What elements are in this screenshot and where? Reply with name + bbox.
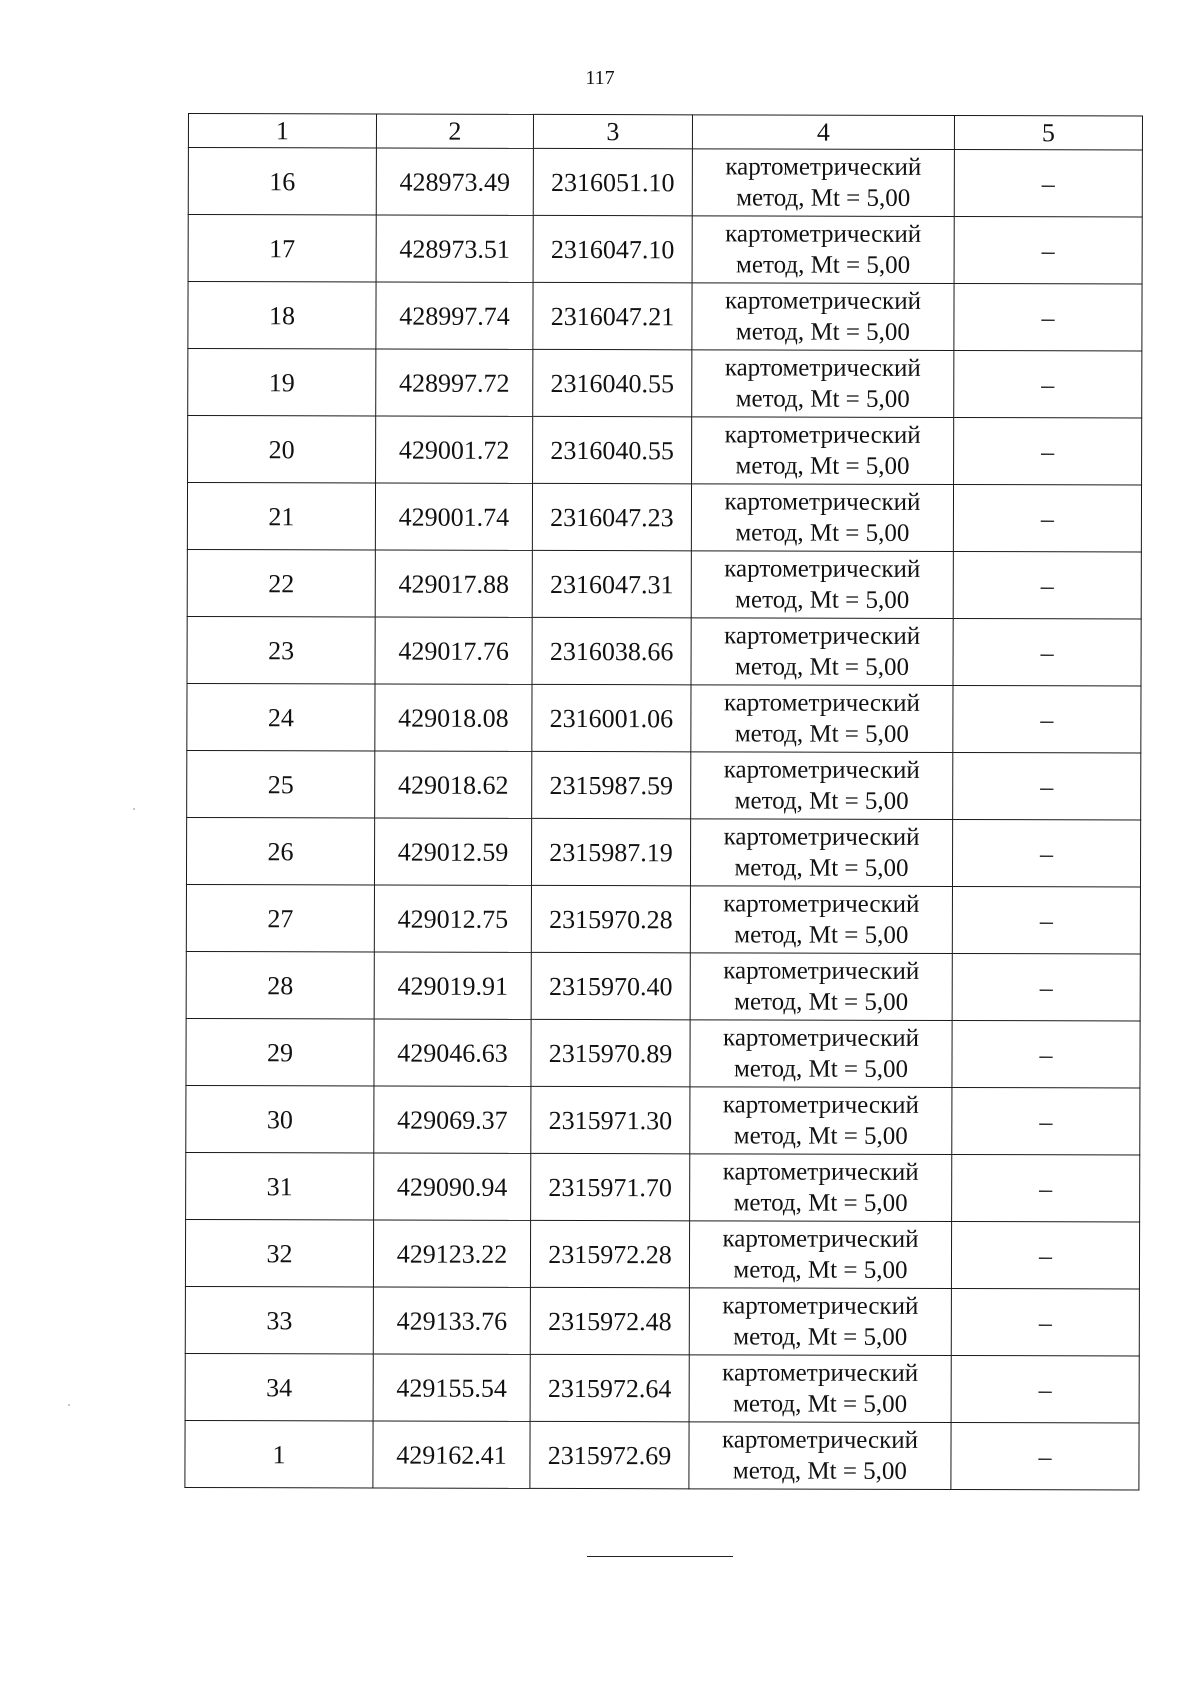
note-cell: – <box>954 351 1142 418</box>
x-coordinate-cell: 429001.72 <box>376 416 533 483</box>
header-cell-5: 5 <box>954 116 1142 150</box>
x-coordinate-cell: 429012.75 <box>374 885 531 952</box>
method-accuracy: метод, Mt = 5,00 <box>735 586 910 614</box>
note-cell: – <box>951 1222 1139 1289</box>
y-coordinate-cell: 2316001.06 <box>532 684 691 751</box>
method-cell <box>690 1087 952 1155</box>
point-number-cell: 34 <box>185 1353 373 1420</box>
method-accuracy: метод, Mt = 5,00 <box>732 1457 907 1485</box>
table-row <box>185 1219 1139 1288</box>
method-accuracy: метод, Mt = 5,00 <box>735 318 910 346</box>
point-number-cell: 31 <box>186 1152 374 1219</box>
method-accuracy: метод, Mt = 5,00 <box>734 854 909 882</box>
note-cell: – <box>951 1289 1139 1356</box>
point-number-cell: 17 <box>188 215 376 282</box>
header-row <box>188 114 1142 150</box>
point-number-cell: 18 <box>188 282 376 349</box>
point-number-cell: 24 <box>187 683 375 750</box>
x-coordinate-cell: 429017.88 <box>375 550 532 617</box>
table-row <box>185 1420 1139 1489</box>
method-name: картометрический <box>722 1225 919 1253</box>
method-accuracy: метод, Mt = 5,00 <box>733 1122 908 1150</box>
method-name: картометрический <box>722 1292 919 1320</box>
y-coordinate-cell: 2316047.10 <box>533 215 692 282</box>
note-cell: – <box>953 619 1141 686</box>
method-name: картометрический <box>722 1359 919 1387</box>
point-number-cell: 16 <box>188 148 376 215</box>
point-number-cell: 25 <box>187 750 375 817</box>
point-number-cell: 20 <box>188 416 376 483</box>
method-accuracy: метод, Mt = 5,00 <box>733 1055 909 1083</box>
x-coordinate-cell: 429018.08 <box>375 684 532 751</box>
y-coordinate-cell: 2316038.66 <box>532 617 691 684</box>
method-cell <box>691 484 953 552</box>
table-row <box>185 1353 1139 1422</box>
x-coordinate-cell: 428997.72 <box>376 349 533 416</box>
table-row <box>186 951 1140 1020</box>
point-number-cell: 19 <box>188 349 376 416</box>
method-accuracy: метод, Mt = 5,00 <box>733 1323 908 1351</box>
table-row <box>187 483 1141 552</box>
method-accuracy: метод, Mt = 5,00 <box>734 653 910 681</box>
table-row <box>186 817 1140 886</box>
x-coordinate-cell: 429019.91 <box>374 952 531 1019</box>
method-cell <box>689 1422 951 1490</box>
method-cell <box>690 1154 952 1222</box>
table-row <box>188 349 1142 418</box>
table-row <box>185 1286 1139 1355</box>
note-cell: – <box>953 686 1141 753</box>
x-coordinate-cell: 429069.37 <box>374 1086 531 1153</box>
y-coordinate-cell: 2316051.10 <box>533 148 692 215</box>
method-accuracy: метод, Mt = 5,00 <box>736 184 911 212</box>
method-name: картометрический <box>722 1091 919 1119</box>
point-number-cell: 23 <box>187 616 375 683</box>
method-cell <box>692 283 954 351</box>
table-row <box>187 750 1141 819</box>
x-coordinate-cell: 429001.74 <box>375 483 532 550</box>
method-name: картометрический <box>722 1158 919 1186</box>
note-cell: – <box>951 1423 1139 1490</box>
note-cell: – <box>954 284 1142 351</box>
method-name: картометрический <box>724 622 921 650</box>
point-number-cell: 1 <box>185 1420 373 1487</box>
scan-speck <box>133 808 135 810</box>
x-coordinate-cell: 429046.63 <box>374 1019 531 1086</box>
method-name: картометрический <box>724 287 922 315</box>
table-row <box>188 215 1142 284</box>
method-cell <box>692 417 954 485</box>
method-name: картометрический <box>724 421 921 449</box>
x-coordinate-cell: 429123.22 <box>373 1220 530 1287</box>
point-number-cell: 28 <box>186 951 374 1018</box>
table-row <box>188 282 1142 351</box>
method-name: картометрический <box>723 756 920 784</box>
footer-rule <box>587 1556 733 1557</box>
method-cell <box>690 1020 952 1088</box>
note-cell: – <box>951 1356 1139 1423</box>
method-cell <box>692 350 954 418</box>
coordinates-table <box>184 113 1143 1490</box>
header-cell-1: 1 <box>188 114 376 148</box>
method-accuracy: метод, Mt = 5,00 <box>734 921 909 949</box>
y-coordinate-cell: 2315972.69 <box>530 1421 689 1488</box>
table-row <box>186 1018 1140 1087</box>
method-name: картометрический <box>723 890 920 918</box>
method-name: картометрический <box>721 1426 919 1454</box>
note-cell: – <box>953 485 1141 552</box>
y-coordinate-cell: 2316047.31 <box>532 550 691 617</box>
x-coordinate-cell: 429018.62 <box>375 751 532 818</box>
method-cell <box>691 685 953 753</box>
method-name: картометрический <box>723 689 920 717</box>
method-accuracy: метод, Mt = 5,00 <box>733 1390 908 1418</box>
method-cell <box>689 1221 951 1289</box>
note-cell: – <box>953 552 1141 619</box>
y-coordinate-cell: 2316040.55 <box>533 349 692 416</box>
x-coordinate-cell: 429162.41 <box>373 1421 530 1488</box>
point-number-cell: 33 <box>185 1286 373 1353</box>
y-coordinate-cell: 2315971.70 <box>531 1153 690 1220</box>
point-number-cell: 26 <box>186 817 374 884</box>
y-coordinate-cell: 2315972.64 <box>530 1354 689 1421</box>
x-coordinate-cell: 428973.49 <box>376 148 533 215</box>
point-number-cell: 27 <box>186 884 374 951</box>
note-cell: – <box>952 954 1140 1021</box>
x-coordinate-cell: 428973.51 <box>376 215 533 282</box>
note-cell: – <box>954 150 1142 217</box>
y-coordinate-cell: 2316047.23 <box>532 483 691 550</box>
x-coordinate-cell: 429133.76 <box>373 1287 530 1354</box>
method-accuracy: метод, Mt = 5,00 <box>733 1256 908 1284</box>
note-cell: – <box>952 820 1140 887</box>
y-coordinate-cell: 2315970.40 <box>531 952 690 1019</box>
method-name: картометрический <box>724 555 921 583</box>
y-coordinate-cell: 2315987.19 <box>531 818 690 885</box>
point-number-cell: 32 <box>185 1219 373 1286</box>
method-name: картометрический <box>725 153 922 181</box>
point-number-cell: 29 <box>186 1018 374 1085</box>
note-cell: – <box>952 887 1140 954</box>
table-row <box>186 1152 1140 1221</box>
page-number: 117 <box>585 67 615 89</box>
y-coordinate-cell: 2315987.59 <box>532 751 691 818</box>
x-coordinate-cell: 429017.76 <box>375 617 532 684</box>
y-coordinate-cell: 2315971.30 <box>531 1086 690 1153</box>
method-cell <box>689 1288 951 1356</box>
method-cell <box>692 149 954 217</box>
method-name: картометрический <box>725 220 922 248</box>
note-cell: – <box>953 753 1141 820</box>
method-name: картометрический <box>723 1024 920 1052</box>
method-cell <box>691 752 953 820</box>
method-cell <box>689 1355 951 1423</box>
x-coordinate-cell: 429090.94 <box>374 1153 531 1220</box>
method-name: картометрический <box>723 823 920 851</box>
point-number-cell: 30 <box>186 1085 374 1152</box>
y-coordinate-cell: 2315972.48 <box>530 1287 689 1354</box>
table-row <box>187 549 1141 618</box>
method-accuracy: метод, Mt = 5,00 <box>734 720 909 748</box>
method-cell <box>690 819 952 887</box>
y-coordinate-cell: 2315972.28 <box>530 1220 689 1287</box>
method-accuracy: метод, Mt = 5,00 <box>734 988 909 1016</box>
header-cell-4: 4 <box>692 115 954 150</box>
method-name: картометрический <box>724 354 921 382</box>
table-row <box>187 683 1141 752</box>
y-coordinate-cell: 2315970.89 <box>531 1019 690 1086</box>
method-name: картометрический <box>724 488 921 516</box>
table-row <box>188 416 1142 485</box>
note-cell: – <box>952 1021 1140 1088</box>
note-cell: – <box>952 1155 1140 1222</box>
method-accuracy: метод, Mt = 5,00 <box>735 452 910 480</box>
table-row <box>186 1085 1140 1154</box>
y-coordinate-cell: 2316040.55 <box>533 416 692 483</box>
x-coordinate-cell: 428997.74 <box>376 282 533 349</box>
note-cell: – <box>954 217 1142 284</box>
point-number-cell: 22 <box>187 549 375 616</box>
method-accuracy: метод, Mt = 5,00 <box>733 1189 908 1217</box>
y-coordinate-cell: 2316047.21 <box>533 282 692 349</box>
method-accuracy: метод, Mt = 5,00 <box>736 251 911 279</box>
header-cell-2: 2 <box>376 114 533 148</box>
point-number-cell: 21 <box>187 483 375 550</box>
method-cell <box>691 618 953 686</box>
method-name: картометрический <box>723 957 920 985</box>
x-coordinate-cell: 429012.59 <box>374 818 531 885</box>
method-cell <box>692 216 954 284</box>
method-cell <box>690 953 952 1021</box>
header-cell-3: 3 <box>533 114 692 148</box>
note-cell: – <box>952 1088 1140 1155</box>
method-accuracy: метод, Mt = 5,00 <box>735 519 910 547</box>
table-row <box>187 616 1141 685</box>
x-coordinate-cell: 429155.54 <box>373 1354 530 1421</box>
method-accuracy: метод, Mt = 5,00 <box>734 787 909 815</box>
method-accuracy: метод, Mt = 5,00 <box>735 385 910 413</box>
table-body <box>185 114 1143 1490</box>
note-cell: – <box>954 418 1142 485</box>
y-coordinate-cell: 2315970.28 <box>531 885 690 952</box>
method-cell <box>691 551 953 619</box>
table-row <box>188 148 1142 217</box>
method-cell <box>690 886 952 954</box>
table-row <box>186 884 1140 953</box>
scan-speck <box>68 1404 70 1406</box>
